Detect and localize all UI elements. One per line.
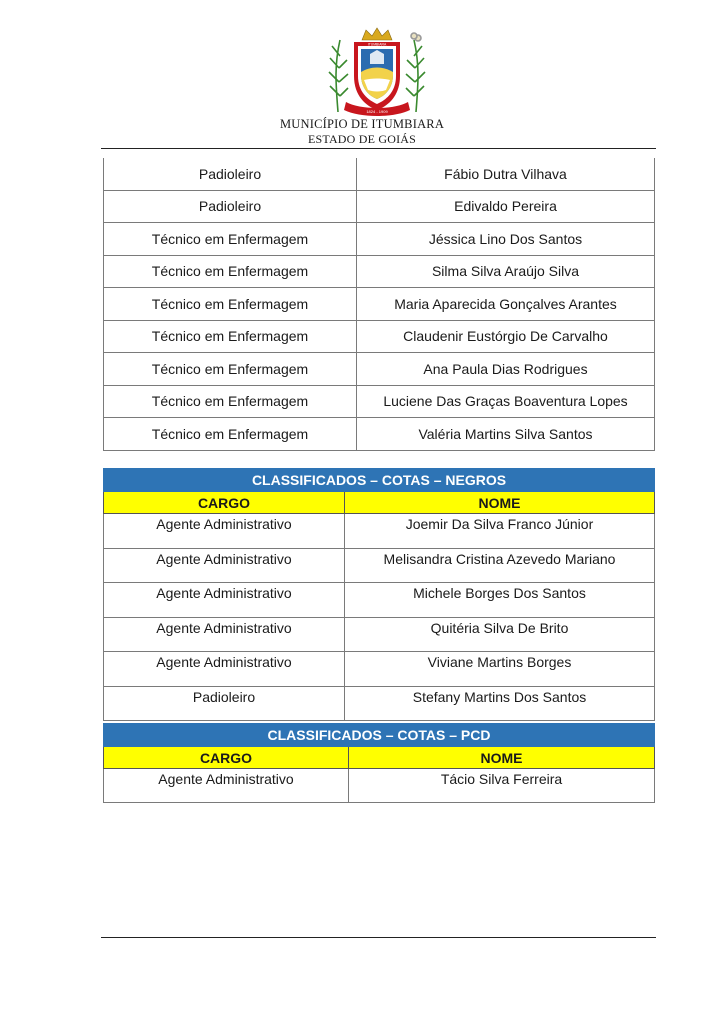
footer-divider bbox=[101, 937, 656, 938]
table-title: CLASSIFICADOS – COTAS – NEGROS bbox=[104, 469, 655, 492]
table-row bbox=[104, 158, 655, 190]
cargo-column-header: CARGO bbox=[104, 492, 345, 514]
cargo-cell: Técnico em Enfermagem bbox=[104, 385, 357, 418]
table-title-row bbox=[104, 724, 655, 747]
cargo-cell: Técnico em Enfermagem bbox=[104, 288, 357, 321]
table-row bbox=[104, 548, 655, 583]
cargo-cell: Agente Administrativo bbox=[104, 514, 345, 549]
cargo-cell: Padioleiro bbox=[104, 158, 357, 190]
cotas-negros-table bbox=[103, 468, 655, 721]
document-header bbox=[0, 0, 724, 150]
nome-cell: Stefany Martins Dos Santos bbox=[345, 686, 655, 721]
table-header-row bbox=[104, 492, 655, 514]
nome-cell: Luciene Das Graças Boaventura Lopes bbox=[357, 385, 655, 418]
svg-text:1824 - 1909: 1824 - 1909 bbox=[366, 109, 388, 114]
nome-column-header: NOME bbox=[345, 492, 655, 514]
table-header-row bbox=[104, 747, 655, 769]
cargo-cell: Agente Administrativo bbox=[104, 769, 349, 803]
municipality-name: MUNICÍPIO DE ITUMBIARA bbox=[279, 117, 445, 131]
cargo-cell: Agente Administrativo bbox=[104, 652, 345, 687]
nome-cell: Ana Paula Dias Rodrigues bbox=[357, 353, 655, 386]
nome-cell: Joemir Da Silva Franco Júnior bbox=[345, 514, 655, 549]
table-row bbox=[104, 320, 655, 353]
right-plant-icon bbox=[406, 33, 425, 112]
nome-cell: Melisandra Cristina Azevedo Mariano bbox=[345, 548, 655, 583]
cargo-cell: Agente Administrativo bbox=[104, 583, 345, 618]
table-row bbox=[104, 190, 655, 223]
cargo-cell: Padioleiro bbox=[104, 686, 345, 721]
table-row bbox=[104, 514, 655, 549]
nome-cell: Maria Aparecida Gonçalves Arantes bbox=[357, 288, 655, 321]
nome-cell: Viviane Martins Borges bbox=[345, 652, 655, 687]
header-divider bbox=[101, 148, 656, 149]
table-row bbox=[104, 617, 655, 652]
cargo-cell: Técnico em Enfermagem bbox=[104, 418, 357, 451]
nome-column-header: NOME bbox=[349, 747, 655, 769]
nome-cell: Michele Borges Dos Santos bbox=[345, 583, 655, 618]
cargo-cell: Agente Administrativo bbox=[104, 548, 345, 583]
table-row bbox=[104, 652, 655, 687]
left-plant-icon bbox=[329, 40, 348, 112]
cargo-column-header: CARGO bbox=[104, 747, 349, 769]
table-row bbox=[104, 583, 655, 618]
nome-cell: Tácio Silva Ferreira bbox=[349, 769, 655, 803]
cargo-cell: Padioleiro bbox=[104, 190, 357, 223]
table-row bbox=[104, 686, 655, 721]
cargo-cell: Técnico em Enfermagem bbox=[104, 320, 357, 353]
state-name: ESTADO DE GOIÁS bbox=[307, 132, 417, 146]
nome-cell: Fábio Dutra Vilhava bbox=[357, 158, 655, 190]
nome-cell: Edivaldo Pereira bbox=[357, 190, 655, 223]
svg-text:ITUMBIARA: ITUMBIARA bbox=[367, 42, 387, 47]
cargo-cell: Técnico em Enfermagem bbox=[104, 223, 357, 256]
table-row bbox=[104, 385, 655, 418]
table-row bbox=[104, 288, 655, 321]
cargo-cell: Técnico em Enfermagem bbox=[104, 353, 357, 386]
table-row bbox=[104, 769, 655, 803]
nome-cell: Silma Silva Araújo Silva bbox=[357, 255, 655, 288]
nome-cell: Jéssica Lino Dos Santos bbox=[357, 223, 655, 256]
municipal-coat-of-arms bbox=[326, 26, 428, 120]
table-title: CLASSIFICADOS – COTAS – PCD bbox=[104, 724, 655, 747]
table-title-row bbox=[104, 469, 655, 492]
cargo-cell: Técnico em Enfermagem bbox=[104, 255, 357, 288]
crown-icon bbox=[362, 28, 392, 40]
table-row bbox=[104, 418, 655, 451]
table-row bbox=[104, 353, 655, 386]
classified-continuation-table bbox=[103, 158, 655, 451]
cotas-pcd-table bbox=[103, 723, 655, 803]
cargo-cell: Agente Administrativo bbox=[104, 617, 345, 652]
table-row bbox=[104, 255, 655, 288]
nome-cell: Claudenir Eustórgio De Carvalho bbox=[357, 320, 655, 353]
nome-cell: Valéria Martins Silva Santos bbox=[357, 418, 655, 451]
table-row bbox=[104, 223, 655, 256]
nome-cell: Quitéria Silva De Brito bbox=[345, 617, 655, 652]
